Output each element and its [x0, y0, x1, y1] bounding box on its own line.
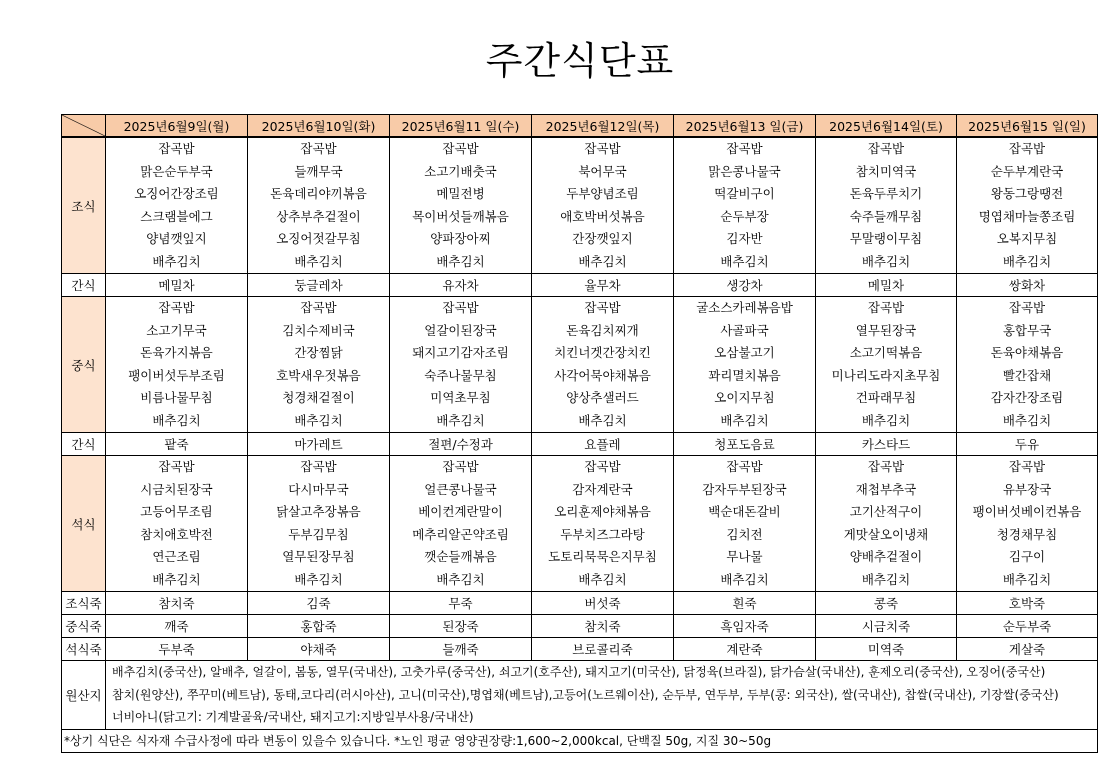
origin-text: [106, 661, 1098, 730]
menu-item: 김구이: [1008, 549, 1046, 564]
menu-cell: [106, 137, 248, 274]
menu-item: 카스타드: [816, 433, 957, 456]
meal-label: 석식: [62, 456, 106, 592]
menu-item: 깻순들깨볶음: [424, 549, 497, 564]
menu-item: 북어무국: [578, 163, 627, 179]
menu-item: 잡곡밥: [442, 141, 479, 156]
menu-cell: [532, 456, 674, 592]
menu-cell: [248, 456, 390, 592]
menu-item: 양배추겉절이: [849, 549, 923, 564]
menu-item: 무말랭이무침: [849, 231, 923, 246]
menu-item: 배추김치: [1002, 412, 1052, 428]
meal-label: 간식: [62, 433, 106, 456]
menu-item: 유부장국: [1002, 481, 1052, 497]
meal-label: 중식죽: [62, 615, 106, 638]
menu-item: 김치수제비국: [282, 322, 355, 338]
menu-item: 백순대돈갈비: [708, 504, 781, 519]
menu-item: 굴소스카레볶음밥: [696, 300, 793, 315]
menu-item: 다시마무국: [288, 481, 349, 497]
porridge_lunch-row: [62, 615, 1098, 638]
menu-item: 잡곡밥: [1008, 300, 1046, 315]
menu-item: 잡곡밥: [867, 141, 905, 156]
menu-item: 메밀차: [106, 274, 248, 297]
menu-cell: [532, 137, 674, 274]
menu-item: 마가레트: [248, 433, 390, 456]
menu-item: 양념깻잎지: [146, 231, 207, 246]
menu-item: 배추김치: [294, 571, 343, 587]
menu-item: 오리훈제야채볶음: [554, 504, 651, 519]
menu-item: 배추김치: [861, 412, 911, 428]
menu-item: 잡곡밥: [1008, 141, 1046, 156]
menu-item: 배추김치: [152, 412, 201, 428]
menu-item: 치킨너겟간장치킨: [554, 345, 651, 360]
menu-item: 두부죽: [106, 638, 248, 661]
menu-item: 홍합무국: [1002, 322, 1052, 338]
menu-item: 잡곡밥: [300, 300, 337, 315]
menu-item: 배추김치: [720, 253, 769, 269]
menu-item: 잡곡밥: [867, 459, 905, 474]
snack2-row: [62, 433, 1098, 456]
menu-item: 브로콜리죽: [532, 638, 674, 661]
menu-item: 배추김치: [436, 571, 485, 587]
menu-item: 홍합죽: [248, 615, 390, 638]
menu-item: 빨간잡채: [1002, 367, 1052, 383]
menu-item: 잡곡밥: [300, 141, 337, 156]
menu-item: 스크램블에그: [140, 208, 213, 224]
menu-item: 얼큰콩나물국: [424, 481, 497, 497]
menu-item: 재첩부추국: [855, 481, 917, 497]
menu-item: 된장죽: [390, 615, 532, 638]
menu-item: 배추김치: [861, 571, 911, 587]
menu-item: 떡갈비구이: [714, 186, 775, 201]
menu-item: 건파래무침: [855, 390, 917, 405]
header-row: [62, 115, 1098, 138]
menu-item: 사골파국: [720, 322, 769, 338]
menu-item: 돈육두루치기: [849, 186, 923, 201]
menu-item: 간장깻잎지: [572, 231, 633, 246]
menu-cell: [390, 456, 532, 592]
menu-item: 소고기배춧국: [424, 163, 497, 179]
menu-item: 두부김무침: [288, 526, 349, 542]
menu-item: 배추김치: [578, 253, 627, 269]
menu-cell: [674, 137, 816, 274]
menu-item: 돈육야채볶음: [990, 345, 1064, 360]
menu-item: 절편/수정과: [390, 433, 532, 456]
menu-item: 팽이버섯베이컨볶음: [972, 504, 1082, 519]
menu-item: 잡곡밥: [867, 300, 905, 315]
origin-label: 원산지: [62, 661, 106, 730]
menu-item: 얼갈이된장국: [424, 322, 497, 338]
menu-item: 맑은순두부국: [140, 163, 213, 179]
menu-item: 배추김치: [861, 253, 911, 269]
menu-cell: [957, 456, 1098, 592]
menu-cell: [816, 137, 957, 274]
menu-item: 사각어묵야채볶음: [554, 367, 651, 383]
menu-item: 애호박버섯볶음: [560, 208, 645, 224]
menu-item: 시금치된장국: [140, 481, 213, 497]
menu-item: 두유: [957, 433, 1098, 456]
lunch-row: [62, 297, 1098, 433]
menu-item: 청경채무침: [996, 526, 1058, 542]
origin-line: 배추김치(중국산), 알배추, 얼갈이, 봄동, 열무(국내산), 고춧가루(중국산), 쇠고기(호주산), 돼지고기(미국산), 닭정육(브라질), 닭가슴살(국내산), 훈제오리(중국산), 오징어(중국산): [112, 665, 1046, 679]
menu-item: 배추김치: [294, 412, 343, 428]
menu-item: 배추김치: [578, 412, 627, 428]
menu-cell: [106, 456, 248, 592]
menu-item: 메추리알곤약조림: [412, 526, 509, 542]
menu-item: 두부치즈그라탕: [560, 526, 645, 542]
menu-item: 잡곡밥: [158, 300, 195, 315]
meal-label: 중식: [62, 297, 106, 433]
menu-cell: [390, 137, 532, 274]
menu-cell: [532, 297, 674, 433]
menu-item: 고등어무조림: [140, 504, 213, 519]
menu-item: 오삼불고기: [714, 345, 775, 360]
menu-item: 배추김치: [720, 412, 769, 428]
menu-item: 돈육김치찌개: [566, 322, 639, 338]
menu-item: 오징어간장조림: [134, 186, 219, 201]
menu-item: 잡곡밥: [158, 141, 195, 156]
menu-item: 잡곡밥: [442, 459, 479, 474]
menu-cell: [674, 456, 816, 592]
page-title: 주간식단표: [485, 39, 675, 83]
menu-item: 미나리도라지초무침: [831, 367, 941, 383]
menu-item: 김치전: [726, 526, 763, 542]
menu-item: 배추김치: [436, 412, 485, 428]
menu-item: 상추부추겉절이: [276, 208, 361, 224]
meal-label: 조식죽: [62, 592, 106, 615]
menu-item: 미역죽: [816, 638, 957, 661]
menu-item: 팥죽: [106, 433, 248, 456]
menu-item: 순두부죽: [957, 615, 1098, 638]
menu-item: 열무된장무침: [282, 549, 355, 564]
menu-item: 시금치죽: [816, 615, 957, 638]
menu-item: 청경채겉절이: [282, 390, 355, 405]
menu-item: 숙주들깨무침: [849, 208, 923, 224]
meal-label: 간식: [62, 274, 106, 297]
menu-item: 배추김치: [720, 571, 769, 587]
menu-item: 콩죽: [816, 592, 957, 615]
menu-item: 고기산적구이: [849, 504, 923, 519]
menu-item: 참치미역국: [855, 163, 917, 179]
menu-item: 잡곡밥: [442, 300, 479, 315]
menu-item: 깨죽: [106, 615, 248, 638]
menu-item: 들깨죽: [390, 638, 532, 661]
menu-item: 참치죽: [106, 592, 248, 615]
footnote: *상기 식단은 식자재 수급사정에 따라 변동이 있을수 있습니다. *노인 평균 영양권장량:1,600~2,000kcal, 단백질 50g, 지질 30~50g: [62, 729, 1098, 752]
menu-item: 김자반: [726, 231, 763, 246]
menu-item: 계란죽: [674, 638, 816, 661]
date-header: 2025년6월11 일(수): [390, 115, 532, 138]
menu-item: 호박죽: [957, 592, 1098, 615]
menu-item: 둥글레차: [248, 274, 390, 297]
menu-item: 배추김치: [1002, 253, 1052, 269]
menu-item: 흑임자죽: [674, 615, 816, 638]
porridge_breakfast-row: [62, 592, 1098, 615]
menu-item: 돼지고기감자조림: [412, 345, 509, 360]
menu-cell: [674, 297, 816, 433]
menu-item: 도토리묵묵은지무침: [548, 549, 657, 564]
menu-item: 메밀차: [816, 274, 957, 297]
menu-item: 들깨무국: [294, 163, 343, 179]
menu-item: 게맛살오이냉채: [843, 526, 929, 542]
snack1-row: [62, 274, 1098, 297]
menu-item: 베이컨계란말이: [418, 504, 503, 519]
menu-item: 율무차: [532, 274, 674, 297]
menu-item: 오이지무침: [714, 390, 775, 405]
menu-item: 명엽채마늘쫑조림: [978, 208, 1076, 224]
menu-item: 순두부장: [720, 208, 769, 224]
weekly-menu-table: [61, 114, 1098, 753]
corner-cell: [62, 115, 106, 138]
menu-item: 야채죽: [248, 638, 390, 661]
menu-item: 배추김치: [1002, 571, 1052, 587]
dinner-row: [62, 456, 1098, 592]
menu-item: 쌍화차: [957, 274, 1098, 297]
menu-item: 두부양념조림: [566, 186, 639, 201]
menu-item: 요플레: [532, 433, 674, 456]
origin-row: [62, 661, 1098, 730]
menu-item: 잡곡밥: [726, 459, 763, 474]
menu-cell: [957, 297, 1098, 433]
menu-item: 배추김치: [578, 571, 627, 587]
origin-line: 너비아니(닭고기: 기계발골육/국내산, 돼지고기:지방일부사용/국내산): [112, 710, 474, 724]
menu-item: 돈육가지볶음: [140, 345, 213, 360]
menu-item: 닭살고추장볶음: [276, 504, 361, 519]
menu-item: 무나물: [726, 549, 763, 564]
menu-item: 연근조림: [152, 549, 201, 564]
menu-cell: [816, 297, 957, 433]
menu-item: 메밀전병: [436, 186, 485, 201]
menu-item: 김죽: [248, 592, 390, 615]
menu-item: 호박새우젓볶음: [276, 367, 361, 383]
menu-item: 돈육데리야끼볶음: [270, 186, 367, 201]
menu-cell: [816, 456, 957, 592]
menu-item: 게살죽: [957, 638, 1098, 661]
menu-item: 배추김치: [294, 253, 343, 269]
menu-item: 청포도음료: [674, 433, 816, 456]
menu-item: 잡곡밥: [584, 459, 621, 474]
menu-item: 감자간장조림: [990, 390, 1064, 405]
menu-item: 맑은콩나물국: [708, 163, 781, 179]
menu-cell: [390, 297, 532, 433]
menu-item: 배추김치: [152, 571, 201, 587]
menu-item: 오징어젓갈무침: [276, 231, 361, 246]
date-header: 2025년6월12일(목): [532, 115, 674, 138]
menu-item: 양상추샐러드: [566, 390, 639, 405]
menu-item: 잡곡밥: [584, 300, 621, 315]
menu-item: 잡곡밥: [300, 459, 337, 474]
date-header: 2025년6월15 일(일): [957, 115, 1098, 138]
menu-item: 배추김치: [436, 253, 485, 269]
menu-item: 잡곡밥: [584, 141, 621, 156]
menu-item: 숙주나물무침: [424, 367, 497, 383]
menu-item: 참치죽: [532, 615, 674, 638]
porridge_dinner-row: [62, 638, 1098, 661]
menu-item: 잡곡밥: [1008, 459, 1046, 474]
menu-item: 버섯죽: [532, 592, 674, 615]
menu-item: 소고기떡볶음: [849, 345, 923, 360]
menu-item: 미역초무침: [430, 390, 491, 405]
menu-item: 간장찜닭: [294, 345, 343, 360]
menu-item: 생강차: [674, 274, 816, 297]
menu-item: 소고기무국: [146, 322, 207, 338]
menu-item: 왕동그랑땡전: [990, 186, 1064, 201]
menu-item: 감자두부된장국: [702, 481, 787, 497]
menu-item: 목이버섯들깨볶음: [412, 208, 509, 224]
menu-item: 무죽: [390, 592, 532, 615]
menu-item: 열무된장국: [855, 322, 917, 338]
date-header: 2025년6월10일(화): [248, 115, 390, 138]
origin-line: 참치(원양산), 쭈꾸미(베트남), 동태,코다리(러시아산), 고니(미국산),명엽채(베트남),고등어(노르웨이산), 순두부, 연두부, 두부(콩: 외국산), 쌀(국내산), 찹쌀(국내산), 기장쌀(중국산): [112, 687, 1059, 702]
menu-item: 잡곡밥: [158, 459, 195, 474]
menu-item: 팽이버섯두부조림: [128, 367, 225, 383]
menu-item: 순두부계란국: [990, 163, 1064, 179]
note-row: [62, 729, 1098, 752]
date-header: 2025년6월13 일(금): [674, 115, 816, 138]
menu-item: 유자차: [390, 274, 532, 297]
menu-item: 오복지무침: [996, 231, 1058, 246]
menu-cell: [248, 137, 390, 274]
menu-item: 비름나물무침: [140, 390, 213, 405]
date-header: 2025년6월14일(토): [816, 115, 957, 138]
meal-label: 석식죽: [62, 638, 106, 661]
menu-item: 감자계란국: [572, 481, 633, 497]
menu-cell: [106, 297, 248, 433]
date-header: 2025년6월9일(월): [106, 115, 248, 138]
menu-item: 잡곡밥: [726, 141, 763, 156]
menu-item: 양파장아찌: [430, 231, 491, 246]
menu-item: 꽈리멸치볶음: [708, 367, 781, 383]
menu-item: 흰죽: [674, 592, 816, 615]
menu-item: 참치애호박전: [140, 526, 213, 542]
breakfast-row: [62, 137, 1098, 274]
menu-cell: [957, 137, 1098, 274]
meal-label: 조식: [62, 137, 106, 274]
menu-cell: [248, 297, 390, 433]
menu-item: 배추김치: [152, 253, 201, 269]
